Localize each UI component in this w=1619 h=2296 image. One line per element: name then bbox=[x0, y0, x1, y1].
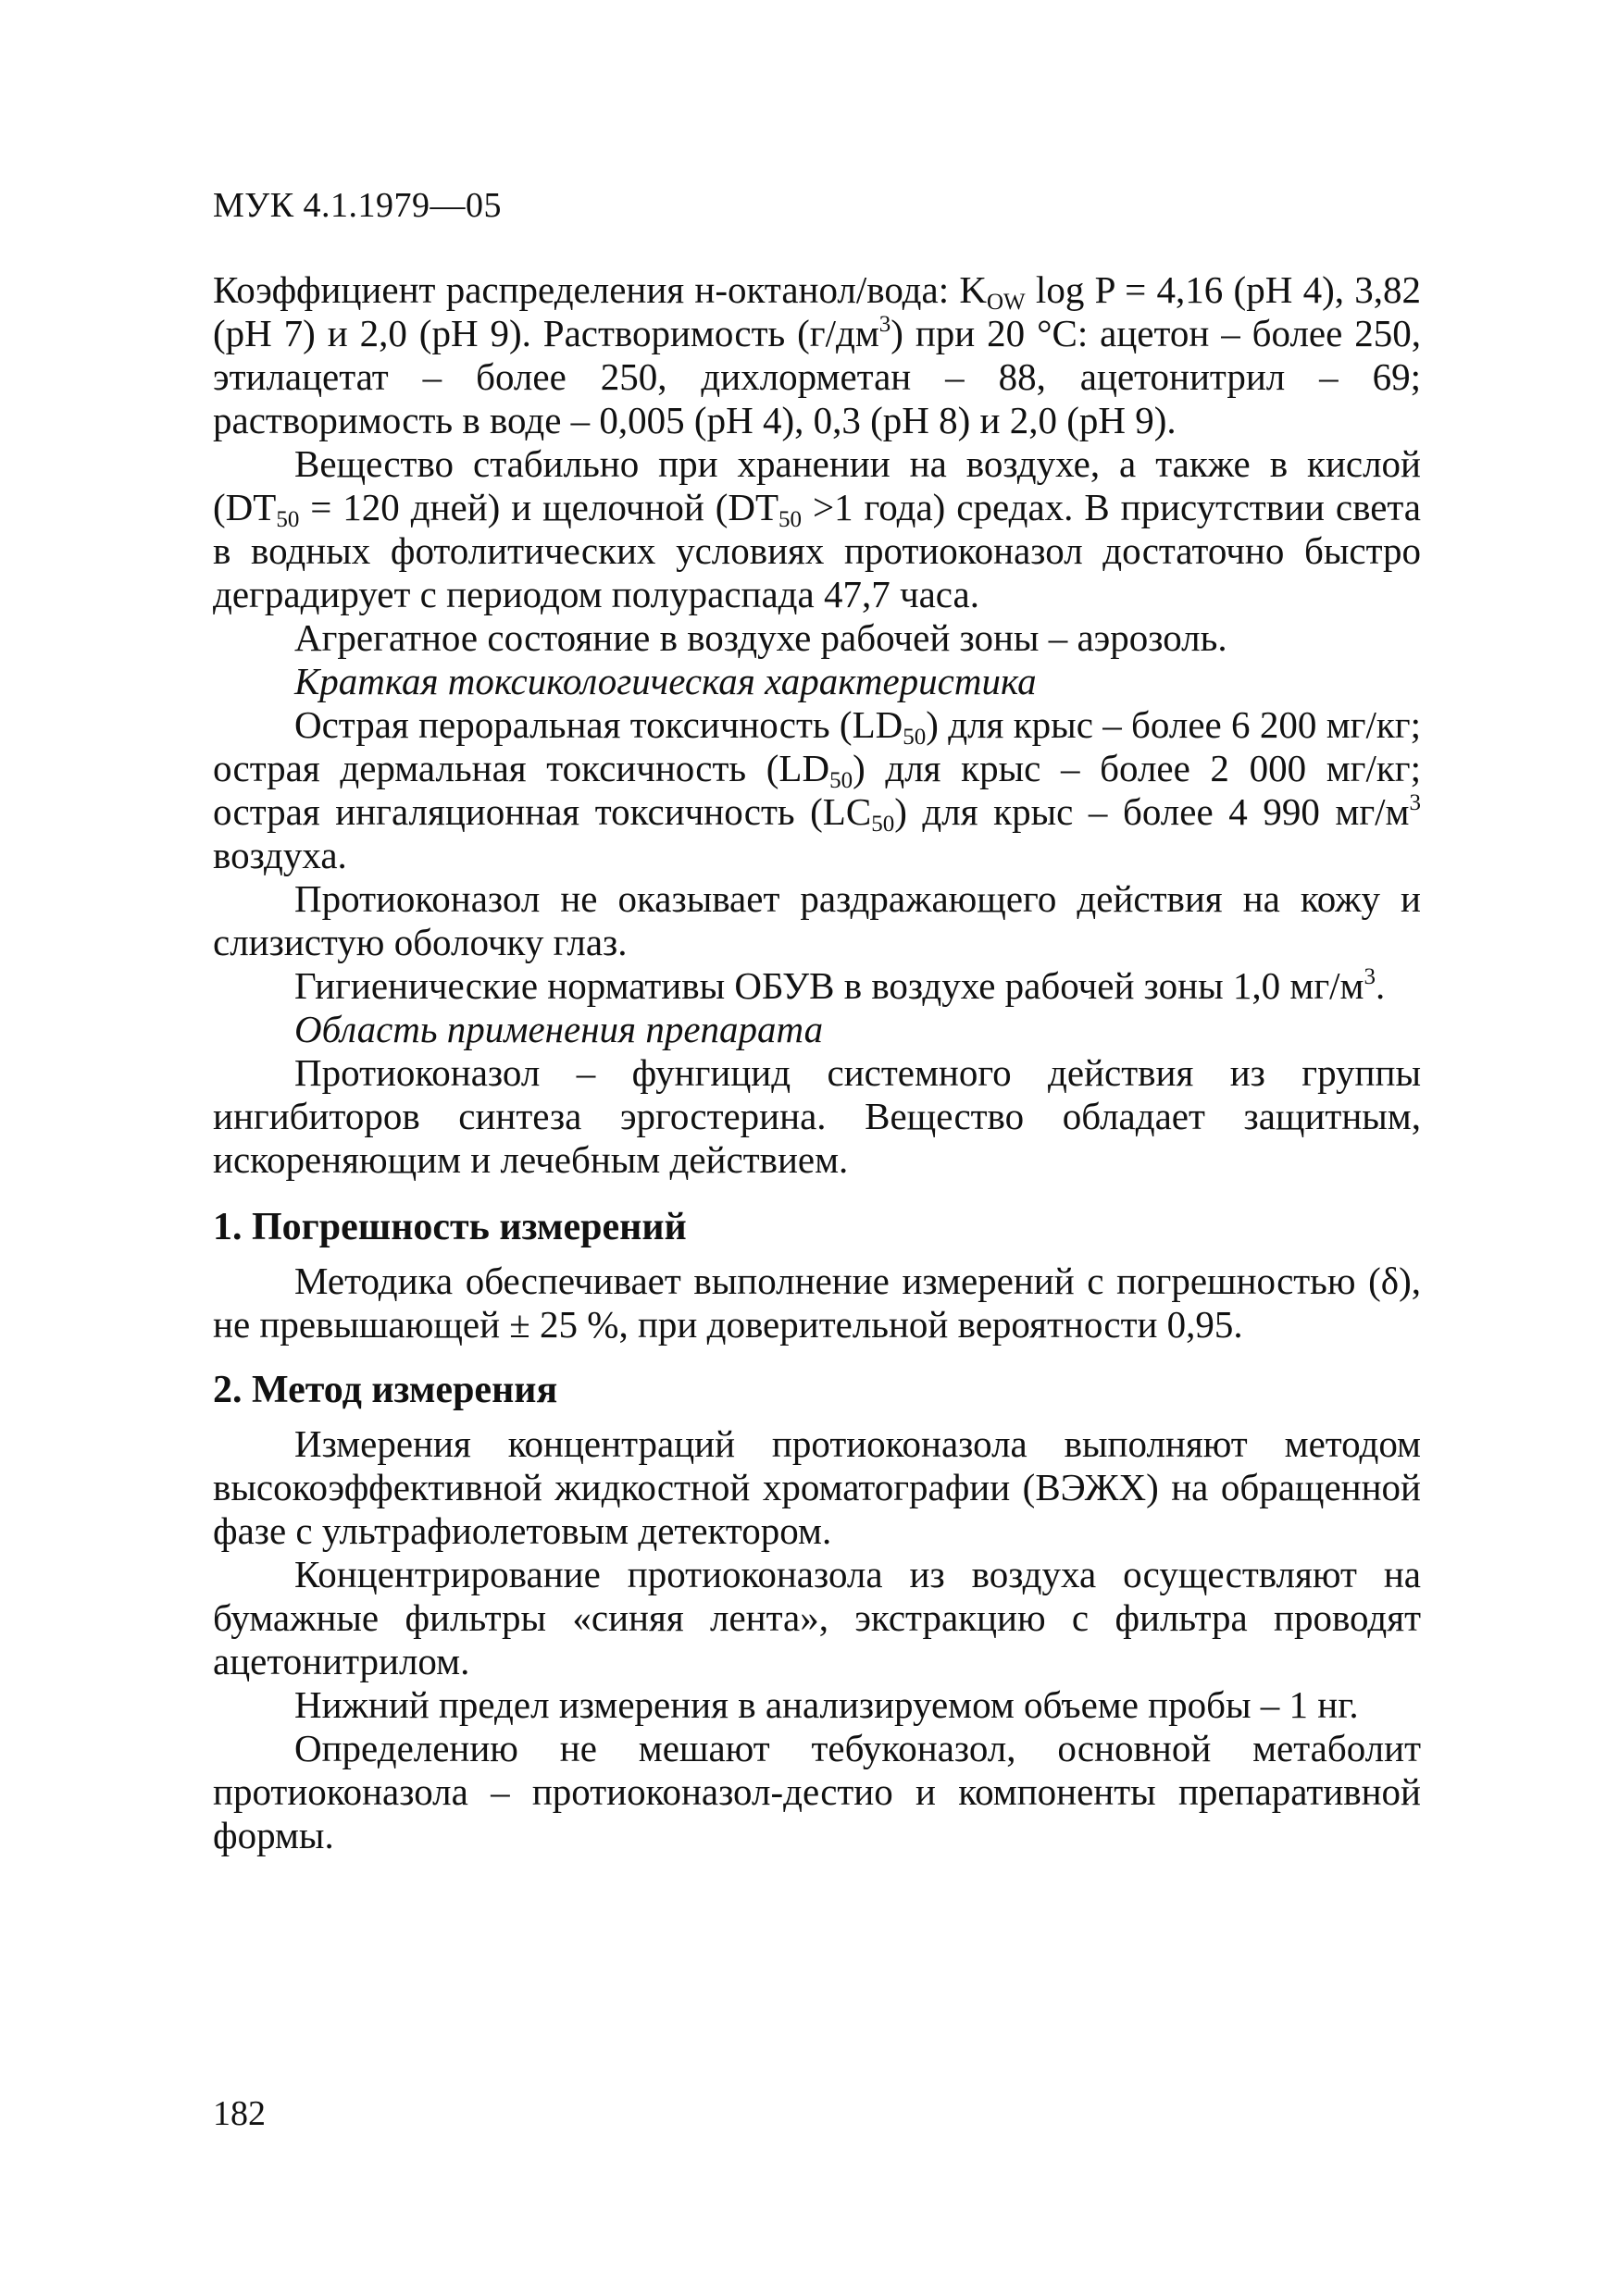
document-body bbox=[213, 268, 1421, 1857]
subheading-toxicology: Краткая токсикологическая характеристика bbox=[294, 660, 1037, 702]
page-number: 182 bbox=[213, 2094, 266, 2133]
subheading-application-area: Область применения препарата bbox=[294, 1008, 824, 1050]
document-header: МУК 4.1.1979—05 bbox=[213, 186, 503, 225]
paragraph-toxicity: Острая пероральная токсичность $(LD_{50})$ для крыс – более 6 200 мг/кг; острая дермальная токсичность $(LD_{50})$ для крыс – более 2 000 мг/кг; острая ингаляционная токсичность $(LC_{50})$ для крыс – более 4 990 $мг/м^3$ воздуха. bbox=[213, 703, 1421, 876]
section-heading-measurement-error: 1. Погрешность измерений bbox=[213, 1206, 687, 1248]
paragraph-partition-coefficient: Коэффициент распределения н-октанол/вода: $K_{OW}$ log P = 4,16 (pH 4), 3,82 (pH 7) и 2,0 (pH 9). Растворимость $(г/дм^3)$ при 20 °С: ацетон – более 250, этилацетат – более 250, дихлорметан – 88, ацетонитрил – 69; растворимость в воде – 0,005 (pH 4), 0,3 (pH 8) и 2,0 (pH 9). bbox=[213, 268, 1421, 441]
paragraph-interference: Определению не мешают тебуконазол, основной метаболит протиоконазола – протиоконазол-дестио и компоненты препаративной формы. bbox=[213, 1727, 1421, 1856]
section-heading-measurement-method: 2. Метод измерения bbox=[213, 1369, 558, 1411]
paragraph-error: Методика обеспечивает выполнение измерений с погрешностью (δ), не превышающей ± 25 %, при доверительной вероятности 0,95. bbox=[213, 1260, 1421, 1346]
paragraph-stability: Вещество стабильно при хранении на воздухе, а также в кислой ($DT_{50} = 120$ дней) и щелочной ($DT_{50} >1$ года) средах. В присутствии света в водных фотолитических условиях протиоконазол достаточно быстро деградирует с периодом полураспада 47,7 часа. bbox=[213, 442, 1422, 615]
paragraph-hplc: Измерения концентраций протиоконазола выполняют методом высокоэффективной жидкостной хроматографии (ВЭЖХ) на обращенной фазе с ультрафиолетовым детектором. bbox=[213, 1422, 1421, 1552]
paragraph-hygienic-norms: Гигиенические нормативы ОБУВ в воздухе рабочей зоны 1,0 $мг/м^3$. bbox=[294, 964, 1386, 1007]
paragraph-fungicide: Протиоконазол – фунгицид системного действия из группы ингибиторов синтеза эргостерина. Вещество обладает защитным, искореняющим и лечебным действием. bbox=[213, 1051, 1421, 1181]
paragraph-aggregate-state: Агрегатное состояние в воздухе рабочей зоны – аэрозоль. bbox=[294, 616, 1227, 659]
paragraph-lower-limit: Нижний предел измерения в анализируемом объеме пробы – 1 нг. bbox=[294, 1683, 1359, 1726]
paragraph-irritation: Протиоконазол не оказывает раздражающего действия на кожу и слизистую оболочку глаз. bbox=[213, 877, 1421, 963]
paragraph-concentration: Концентрирование протиоконазола из воздуха осуществляют на бумажные фильтры «синяя лента», экстракцию с фильтра проводят ацетонитрилом. bbox=[213, 1553, 1421, 1682]
